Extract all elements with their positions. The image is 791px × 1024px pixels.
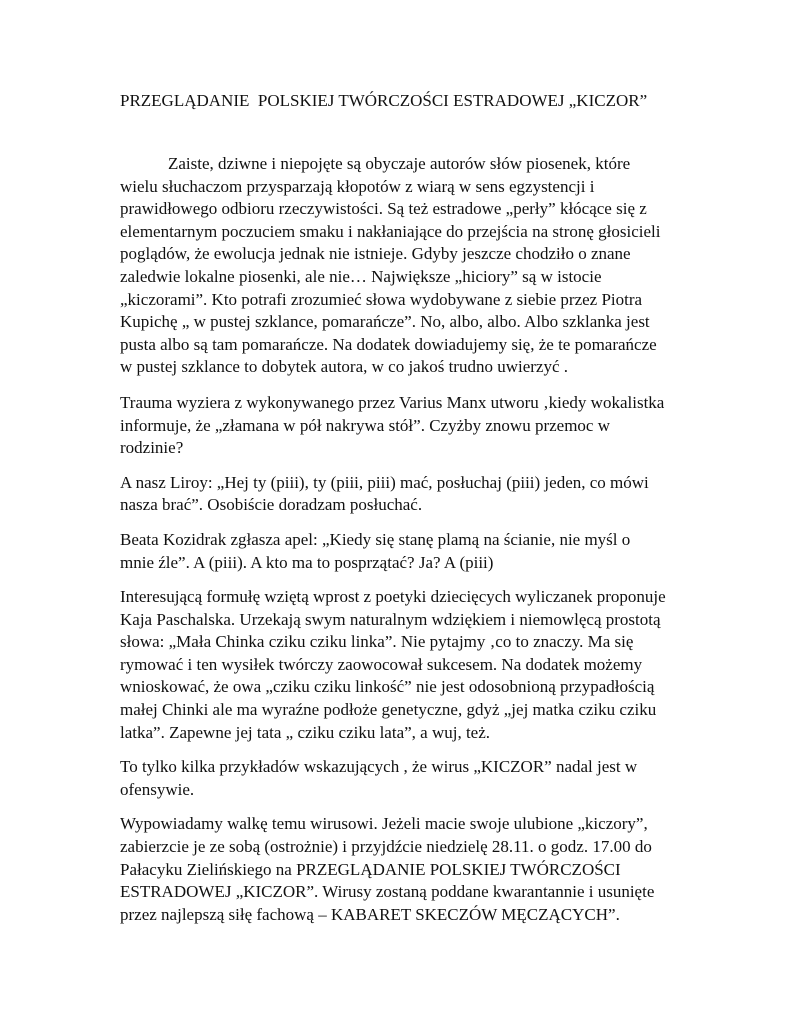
- paragraph-invitation: Wypowiadamy walkę temu wirusowi. Jeżeli macie swoje ulubione „kiczory”, zabierzcie je ze sobą (ostrożnie) i przyjdźcie niedzielę 28.11. o godz. 17.00 do Pałacyku Zielińskiego na PRZEGLĄDANIE POLSKIEJ TWÓRCZOŚCI ESTRADOWEJ „KICZOR”. Wirusy zostaną poddane kwarantannie i usunięte przez najlepszą siłę fachową – KABARET SKECZÓW MĘCZĄCYCH”.: [120, 814, 655, 924]
- paragraph-liroy: A nasz Liroy: „Hej ty (piii), ty (piii, piii) mać, posłuchaj (piii) jeden, co mówi nasza brać”. Osobiście doradzam posłuchać.: [120, 472, 649, 515]
- paragraph-intro: Zaiste, dziwne i niepojęte są obyczaje autorów słów piosenek, które wielu słuchaczom przysparzają kłopotów z wiarą w sens egzystencji i prawidłowego odbioru rzeczywistości. Są też estradowe „perły” kłócące się z elementarnym poczuciem smaku i nakłaniające do przejścia na stronę głosicieli poglądów, że ewolucja jednak nie istnieje. Gdyby jeszcze chodziło o znane zaledwie lokalne piosenki, ale nie… Największe „hiciory” są w istocie „kiczorami”. Kto potrafi zrozumieć słowa wydobywane z siebie przez Piotra Kupichę „ w pustej szklance, pomarańcze”. No, albo, albo. Albo szklanka jest pusta albo są tam pomarańcze. Na dodatek dowiadujemy się, że te pomarańcze w pustej szklance to dobytek autora, w co jakoś trudno uwierzyć .: [120, 154, 661, 377]
- paragraph-virus-offensive: To tylko kilka przykładów wskazujących , że wirus „KICZOR” nadal jest w ofensywie.: [120, 757, 638, 799]
- document-title: PRZEGLĄDANIE POLSKIEJ TWÓRCZOŚCI ESTRADOWEJ „KICZOR”: [120, 91, 648, 110]
- paragraph-beata-kozidrak: Beata Kozidrak zgłasza apel: „Kiedy się stanę plamą na ścianie, nie myśl o mnie źle”. A (piii). A kto ma to posprzątać? Ja? A (piii): [120, 529, 631, 572]
- paragraph-kaja-paschalska: Interesującą formułę wziętą wprost z poetyki dziecięcych wyliczanek proponuje Kaja Paschalska. Urzekają swym naturalnym wdziękiem i niemowlęcą prostotą słowa: „Mała Chinka cziku cziku linka”. Nie pytajmy ‚co to znaczy. Ma się rymować i ten wysiłek twórczy zaowocował sukcesem. Na dodatek możemy wnioskować, że owa „cziku cziku linkość” nie jest odosobnioną przypadłością małej Chinki ale ma wyraźne podłoże genetyczne, gdyż „jej matka cziku cziku latka”. Zapewne jej tata „ cziku cziku lata”, a wuj, też.: [120, 587, 666, 742]
- paragraph-varius-manx: Trauma wyziera z wykonywanego przez Varius Manx utworu ‚kiedy wokalistka informuje, że „złamana w pół nakrywa stół”. Czyżby znowu przemoc w rodzinie?: [120, 392, 665, 458]
- document-body: [120, 153, 668, 938]
